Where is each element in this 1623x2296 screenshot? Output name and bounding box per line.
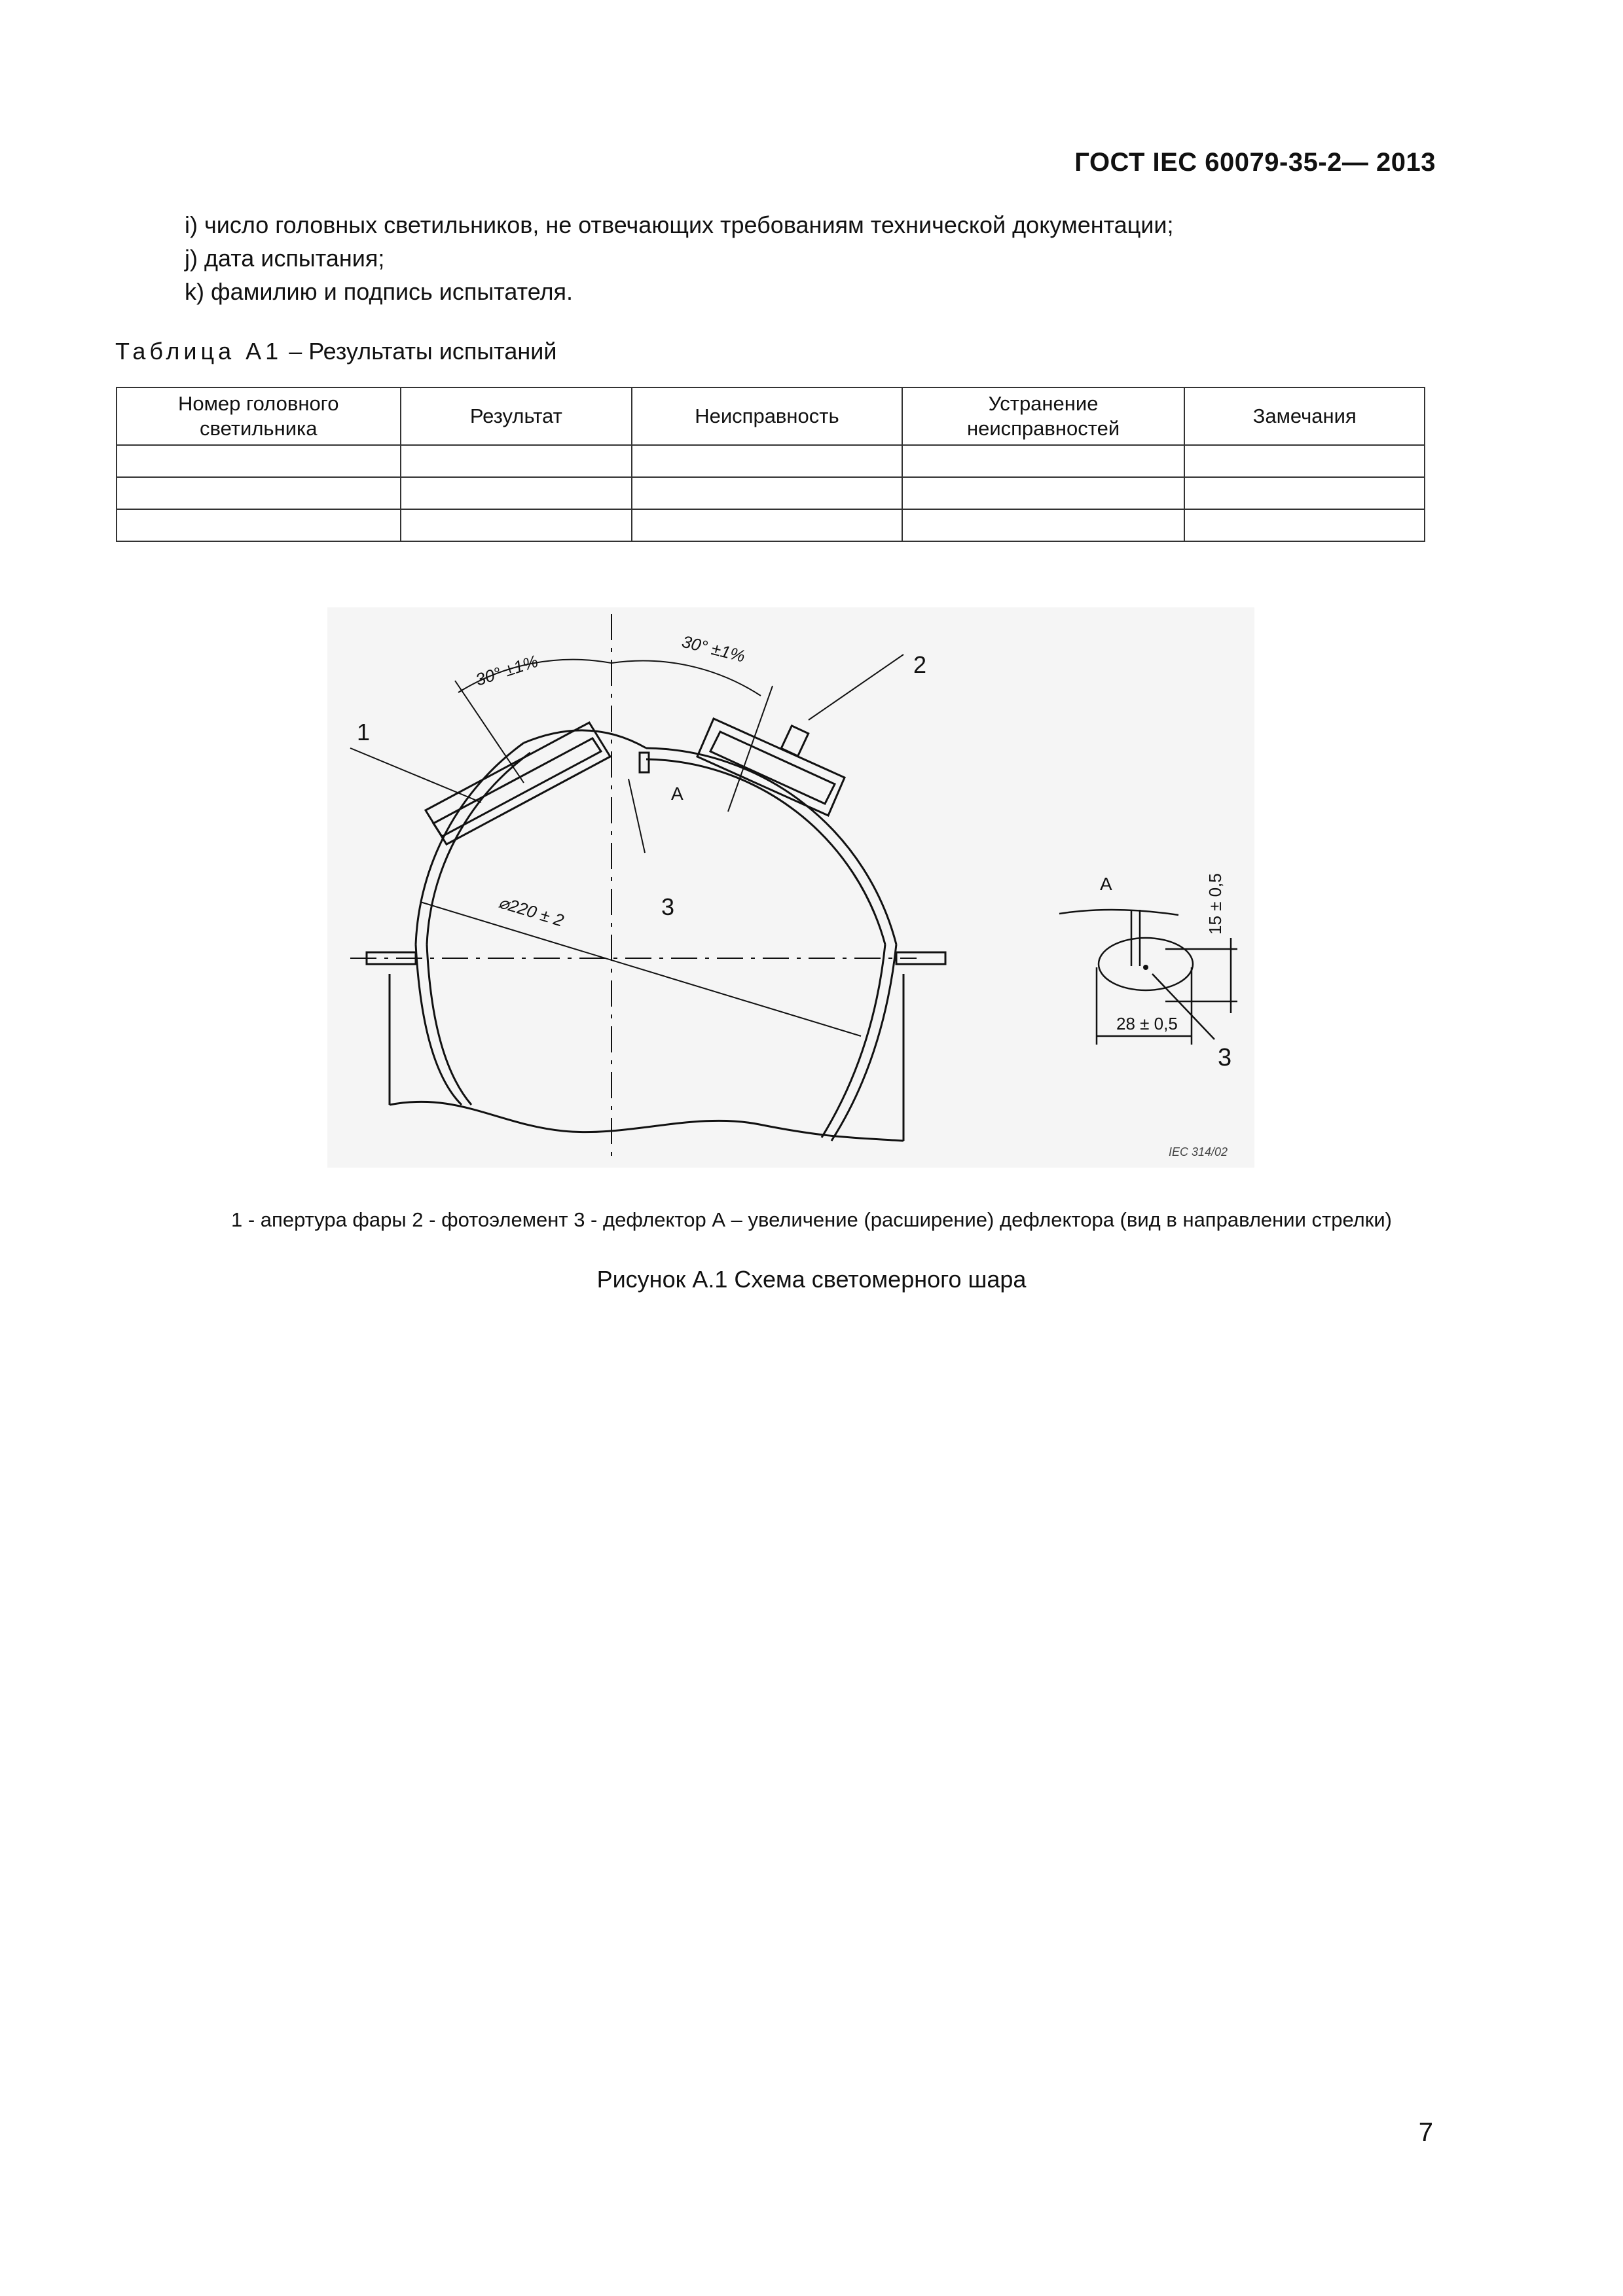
list-item: i) число головных светильников, не отвечающих требованиям технической документации;	[185, 211, 1174, 238]
detail-label-a: A	[1100, 874, 1112, 894]
page-number: 7	[1418, 2118, 1433, 2147]
table-cell	[1184, 509, 1425, 541]
figure-legend: 1 - апертура фары 2 - фотоэлемент 3 - дефлектор А – увеличение (расширение) дефлектора (вид в направлении стрелки)	[231, 1208, 1392, 1231]
table-cell	[632, 477, 902, 509]
callout-2: 2	[913, 651, 927, 678]
angle-label-right: 30° ±1%	[680, 631, 748, 666]
table-cell	[117, 477, 401, 509]
photometric-sphere-figure	[327, 607, 1254, 1168]
width-dimension-label: 28 ± 0,5	[1116, 1014, 1178, 1033]
figure-background	[327, 607, 1254, 1168]
table-cell	[1184, 477, 1425, 509]
callout-1: 1	[357, 719, 371, 745]
list-item: j) дата испытания;	[185, 245, 385, 272]
table-cell	[117, 445, 401, 477]
table-caption-title: – Результаты испытаний	[282, 338, 557, 365]
deflector-center	[1143, 965, 1148, 970]
figure-caption: Рисунок А.1 Схема светомерного шара	[596, 1266, 1027, 1293]
detail-callout-3: 3	[1218, 1044, 1232, 1071]
requirements-list	[185, 208, 1174, 308]
table-cell	[902, 477, 1185, 509]
table-row	[117, 477, 1425, 509]
table-cell	[401, 509, 632, 541]
table-cell	[401, 445, 632, 477]
column-header-remarks: Замечания	[1184, 387, 1425, 445]
callout-3: 3	[661, 893, 675, 920]
table-cell	[401, 477, 632, 509]
table-header-row	[117, 387, 1425, 445]
document-standard-header: ГОСТ IEC 60079-35-2— 2013	[1074, 148, 1436, 177]
callout-a: A	[671, 783, 684, 804]
table-row	[117, 445, 1425, 477]
diameter-label: ⌀220 ± 2	[496, 892, 566, 931]
table-cell	[1184, 445, 1425, 477]
table-caption-label: Таблица А1	[115, 338, 283, 365]
table-caption	[115, 338, 557, 365]
column-header-fault: Неисправность	[632, 387, 902, 445]
height-dimension-label: 15 ± 0,5	[1205, 873, 1225, 935]
source-reference: IEC 314/02	[1169, 1145, 1228, 1158]
table-cell	[902, 509, 1185, 541]
column-header-lamp-number: Номер головного светильника	[117, 387, 401, 445]
table-cell	[632, 445, 902, 477]
column-header-result: Результат	[401, 387, 632, 445]
column-header-fault-elimination: Устранение неисправностей	[902, 387, 1185, 445]
list-item: k) фамилию и подпись испытателя.	[185, 278, 574, 305]
table-cell	[632, 509, 902, 541]
table-cell	[902, 445, 1185, 477]
angle-label-left: 30° ±1%	[473, 651, 541, 690]
results-table	[116, 387, 1425, 542]
table-row	[117, 509, 1425, 541]
table-cell	[117, 509, 401, 541]
